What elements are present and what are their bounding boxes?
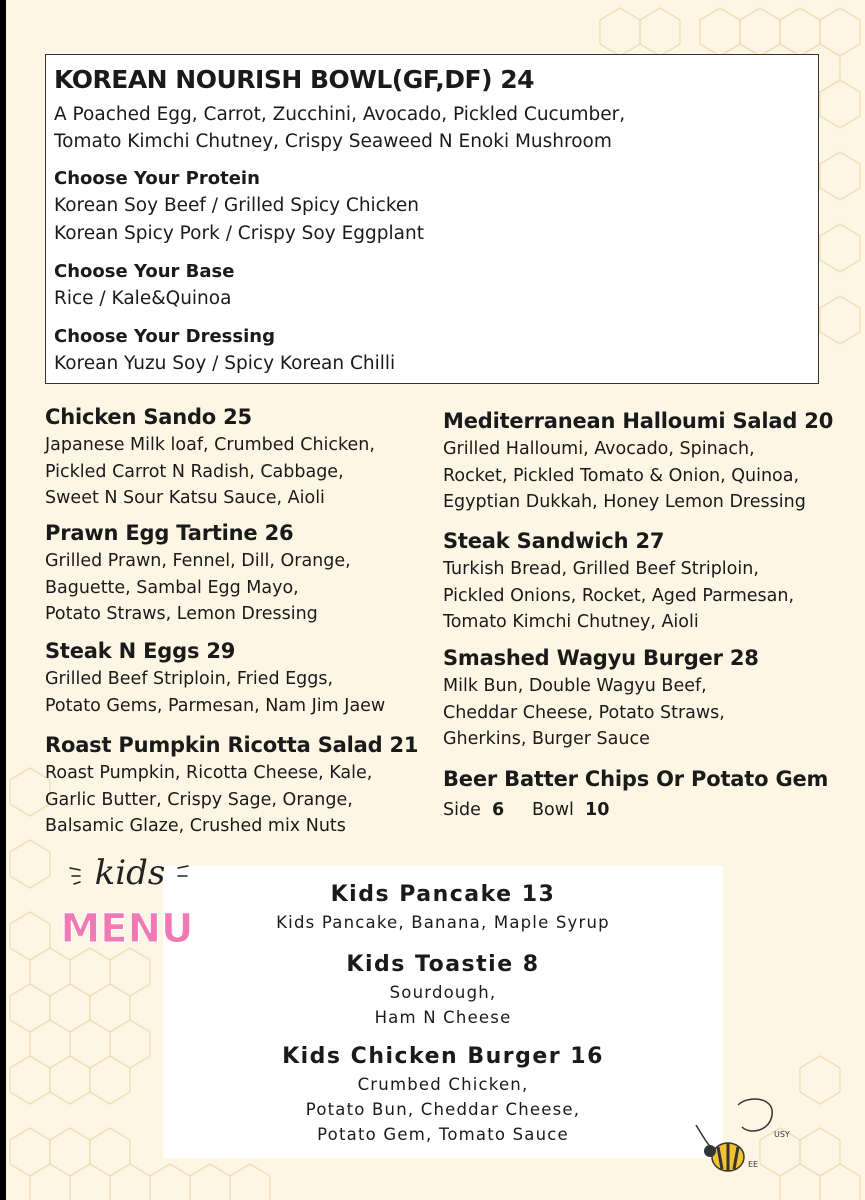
korean-bowl-feature-box	[45, 54, 819, 384]
menu-item-chicken-sando	[45, 402, 440, 512]
item-desc-line: Pickled Onions, Rocket, Aged Parmesan,	[443, 585, 795, 606]
item-title: Beer Batter Chips Or Potato Gem	[443, 767, 829, 791]
item-desc-line: Milk Bun, Double Wagyu Beef,	[443, 676, 707, 696]
item-title: Roast Pumpkin Ricotta Salad 21	[45, 733, 419, 757]
menu-item-wagyu-burger	[443, 643, 858, 753]
item-desc-line: Pickled Carrot N Radish, Cabbage,	[45, 461, 344, 482]
kid-desc-line: Sourdough,	[389, 983, 497, 1002]
item-title: Smashed Wagyu Burger 28	[443, 646, 759, 670]
menu-item-halloumi-salad	[443, 406, 858, 516]
bee-logo-text1: USY	[774, 1130, 790, 1139]
kids-menu-box	[163, 866, 723, 1158]
protein-option: Korean Soy Beef / Grilled Spicy Chicken	[54, 195, 420, 216]
item-desc-line: Grilled Prawn, Fennel, Dill, Orange,	[45, 551, 351, 571]
item-desc-line: Turkish Bread, Grilled Beef Striploin,	[443, 559, 759, 579]
item-desc-line: Garlic Butter, Crispy Sage, Orange,	[45, 789, 353, 810]
item-title: Steak Sandwich 27	[443, 529, 665, 553]
feature-desc-line: A Poached Egg, Carrot, Zucchini, Avocado, Pickled Cucumber,	[54, 104, 626, 125]
item-title: Steak N Eggs 29	[45, 639, 236, 663]
item-desc-line: Cheddar Cheese, Potato Straws,	[443, 702, 725, 723]
item-desc-line: Sweet N Sour Katsu Sauce, Aioli	[45, 488, 325, 508]
kid-title: Kids Chicken Burger 16	[282, 1044, 604, 1069]
menu-item-roast-pumpkin-salad	[45, 730, 440, 840]
kids-item-pancake	[163, 880, 723, 935]
menu-item-steak-sandwich	[443, 526, 858, 636]
kids-menu-logo	[52, 842, 202, 952]
dressing-heading: Choose Your Dressing	[54, 326, 275, 347]
item-desc-line: Rocket, Pickled Tomato & Onion, Quinoa,	[443, 465, 800, 486]
kid-desc-line: Kids Pancake, Banana, Maple Syrup	[276, 913, 610, 932]
protein-option: Korean Spicy Pork / Crispy Soy Eggplant	[54, 223, 424, 244]
kids-item-chicken-burger	[163, 1042, 723, 1147]
dressing-option: Korean Yuzu Soy / Spicy Korean Chilli	[54, 353, 396, 374]
item-title: Chicken Sando 25	[45, 405, 252, 429]
base-heading: Choose Your Base	[54, 261, 235, 282]
side-label: Side	[443, 800, 481, 820]
item-desc-line: Japanese Milk loaf, Crumbed Chicken,	[45, 435, 375, 455]
bowl-label: Bowl	[532, 800, 574, 820]
bee-logo-text2: EE	[748, 1160, 759, 1169]
busy-bee-logo	[690, 1095, 795, 1180]
base-option: Rice / Kale&Quinoa	[54, 288, 232, 309]
kid-desc-line: Potato Bun, Cheddar Cheese,	[305, 1100, 581, 1119]
item-desc-line: Egyptian Dukkah, Honey Lemon Dressing	[443, 492, 806, 512]
kids-logo-word: kids	[94, 853, 166, 893]
side-price: 6	[492, 800, 505, 820]
item-desc-line: Gherkins, Burger Sauce	[443, 729, 650, 749]
item-desc-line: Roast Pumpkin, Ricotta Cheese, Kale,	[45, 763, 373, 783]
item-desc-line: Grilled Halloumi, Avocado, Spinach,	[443, 439, 755, 459]
feature-title: KOREAN NOURISH BOWL(GF,DF) 24	[54, 65, 535, 94]
item-title: Prawn Egg Tartine 26	[45, 521, 294, 545]
kids-item-toastie	[163, 950, 723, 1030]
bowl-price: 10	[585, 800, 610, 820]
item-desc-line: Potato Straws, Lemon Dressing	[45, 604, 318, 624]
kid-title: Kids Pancake 13	[330, 882, 556, 907]
menu-item-chips	[443, 764, 858, 824]
menu-item-prawn-egg-tartine	[45, 518, 440, 628]
kid-title: Kids Toastie 8	[346, 952, 540, 977]
item-desc-line: Balsamic Glaze, Crushed mix Nuts	[45, 816, 346, 836]
item-desc-line: Grilled Beef Striploin, Fried Eggs,	[45, 669, 334, 689]
kid-desc-line: Ham N Cheese	[374, 1008, 512, 1027]
item-desc-line: Tomato Kimchi Chutney, Aioli	[443, 612, 699, 632]
protein-heading: Choose Your Protein	[54, 168, 260, 189]
feature-desc-line: Tomato Kimchi Chutney, Crispy Seaweed N Enoki Mushroom	[54, 131, 612, 152]
kid-desc-line: Potato Gem, Tomato Sauce	[317, 1125, 569, 1144]
item-desc-line: Potato Gems, Parmesan, Nam Jim Jaew	[45, 695, 386, 716]
item-desc-line: Baguette, Sambal Egg Mayo,	[45, 577, 299, 598]
kid-desc-line: Crumbed Chicken,	[357, 1075, 529, 1094]
menu-logo-word: MENU	[60, 906, 194, 952]
menu-item-steak-n-eggs	[45, 636, 440, 719]
item-title: Mediterranean Halloumi Salad 20	[443, 409, 834, 433]
chips-prices	[443, 797, 858, 824]
